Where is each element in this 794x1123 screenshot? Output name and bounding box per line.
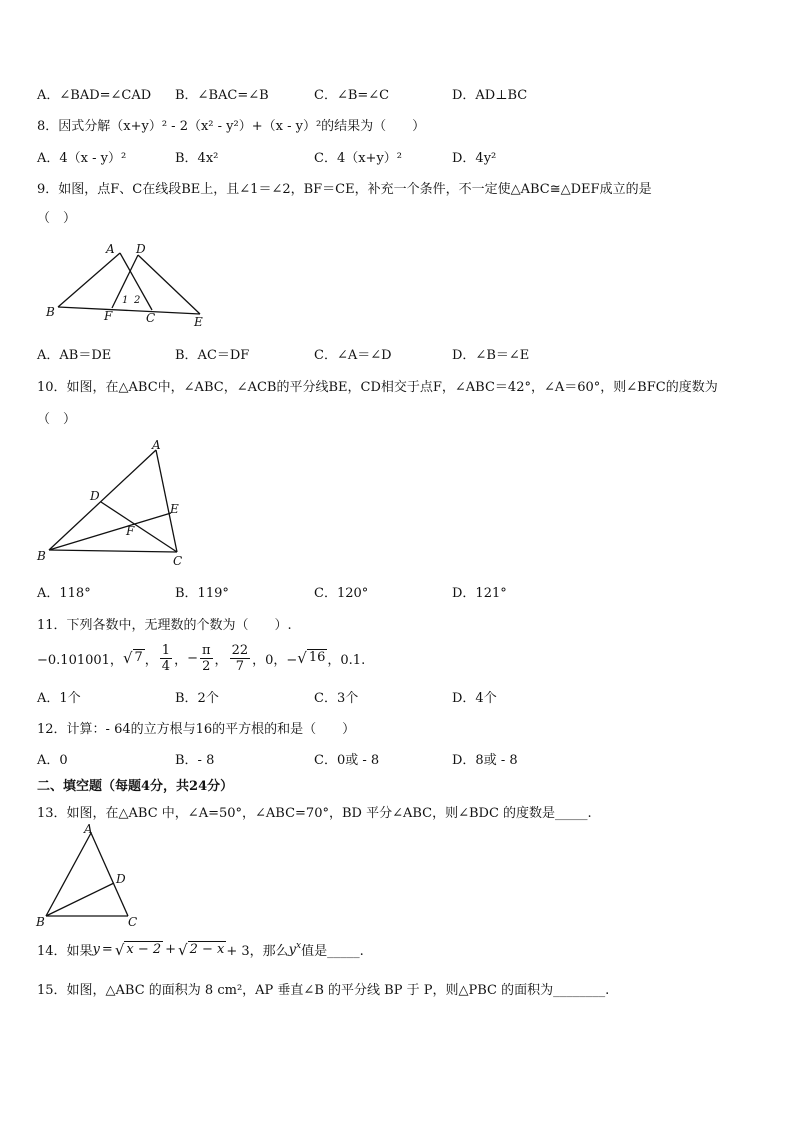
q11-option-d: D．4个 [452,691,497,706]
q14-stem [37,940,364,959]
q11-option-b: B．2个 [175,691,219,706]
q10-option-d: D．121° [452,586,507,601]
q8-option-c: C．4（x+y）² [314,151,402,166]
q11-sqrt16-radicand: 16 [308,650,326,665]
q8-option-d: D．4y² [452,151,497,166]
q8-option-b: B．4x² [175,151,219,166]
q11-sep-3: ， [214,652,228,668]
q11-sqrt7-radicand: 7 [134,650,143,665]
q11-sqrt16: √ 16 [297,649,326,667]
q10-line-cd [101,502,177,552]
q7-option-a: A．∠BAD=∠CAD [37,88,152,103]
q9-option-d: D．∠B＝∠E [452,348,530,363]
q13-label-a: A [84,823,93,836]
q11-stem: 11．下列各数中，无理数的个数为（ ）. [37,618,292,633]
q11-frac2-num: π [202,642,211,658]
q13-stem: 13．如图，在△ABC 中，∠A=50°，∠ABC=70°，BD 平分∠ABC，则∠BDC 的度数是_____. [37,806,592,821]
q14-radicand-1: x − 2 [126,941,162,957]
q12-option-a: A．0 [37,753,68,768]
q11-num-1: −0.101001， [37,652,123,668]
q11-fraction-pi-2 [200,643,213,674]
q11-frac1-num: 1 [161,642,171,658]
q11-frac2-den: 2 [202,658,211,674]
q9-stem: 9．如图，点F、C在线段BE上，且∠1＝∠2，BF＝CE，补充一个条件，不一定使△ABC≅△DEF成立的是 [37,182,652,197]
q14-power-exp: x [296,941,302,952]
q12-option-b: B．- 8 [175,753,215,768]
q10-label-d: D [90,489,100,503]
q13-label-d: D [116,872,126,886]
q9-label-angle2: 2 [134,295,141,306]
q14-power [289,941,301,957]
q8-stem: 8．因式分解（x+y）² - 2（x² - y²）+（x - y）²的结果为（ ） [37,119,426,134]
q9-line-ba [58,253,120,307]
q9-option-b: B．AC＝DF [175,348,250,363]
q14-equals: = [101,942,113,957]
q11-option-c: C．3个 [314,691,359,706]
q9-label-a: A [106,242,115,256]
q11-sep-2: ， [174,652,188,668]
q10-label-f: F [126,524,135,538]
q9-option-a: A．AB＝DE [37,348,112,363]
q11-option-a: A．1个 [37,691,81,706]
q7-option-c: C．∠B=∠C [314,88,390,103]
q14-sqrt-2: √ 2 − x [178,940,225,959]
q9-label-c: C [146,311,156,325]
q8-option-a: A．4（x - y）² [37,151,127,166]
q11-rest-1: ，0，− [252,652,298,668]
q13-label-b: B [36,915,45,929]
q11-fraction-1-4 [160,643,172,674]
q11-frac3-den: 7 [235,658,244,674]
q10-label-b: B [37,549,46,563]
q9-stem-paren: （ ） [37,211,77,226]
q12-option-d: D．8或 - 8 [452,753,518,768]
q10-figure [34,435,194,570]
q11-fraction-22-7 [230,643,251,674]
q13-line-bd [46,883,114,916]
q14-suffix: 值是_____. [301,944,364,959]
q14-radicand-2: 2 − x [189,941,225,957]
q14-var-y: y [92,942,100,957]
q11-rest-2: ，0.1. [327,652,366,668]
q10-label-e: E [170,502,179,516]
q11-sep-1: ， [144,652,158,668]
q10-option-b: B．119° [175,586,229,601]
q11-sqrt7: √ 7 [122,649,143,667]
q14-plus: + [165,942,177,957]
q9-label-e: E [194,315,203,329]
q13-line-ba [46,833,91,916]
q12-stem: 12．计算：- 64的立方根与16的平方根的和是（ ） [37,722,356,737]
q10-line-be [49,513,171,550]
q9-label-f: F [104,309,113,323]
q9-line-be [58,307,200,314]
q11-frac1-den: 4 [161,658,171,674]
q11-number-list [37,640,365,676]
q14-tail: + 3，那么 [226,944,289,959]
section-heading: 二、填空题（每题4分，共24分） [37,779,234,794]
q7-option-d: D．AD⊥BC [452,88,528,103]
q9-figure [40,240,220,330]
q11-neg-sign: − [187,650,198,666]
q14-sqrt-1: √ x − 2 [114,940,162,959]
q14-prefix: 14．如果 [37,944,93,959]
q9-label-angle1: 1 [122,295,129,306]
q14-power-base: y [288,942,297,958]
q9-label-d: D [136,242,146,256]
q13-figure [34,823,144,931]
q10-stem: 10．如图，在△ABC中，∠ABC，∠ACB的平分线BE，CD相交于点F，∠ABC＝42°，∠A＝60°，则∠BFC的度数为 [37,380,718,395]
q7-option-b: B．∠BAC=∠B [175,88,269,103]
q10-line-ba [49,450,156,550]
q11-frac3-num: 22 [231,642,249,658]
q15-stem: 15．如图，△ABC 的面积为 8 cm²，AP 垂直∠B 的平分线 BP 于 P，则△PBC 的面积为________. [37,983,610,998]
q10-option-a: A．118° [37,586,91,601]
q10-label-a: A [152,438,161,452]
q10-line-bc [49,550,177,552]
q9-label-b: B [46,305,55,319]
q10-option-c: C．120° [314,586,369,601]
q10-line-ac [156,450,177,552]
q10-stem-paren: （ ） [37,412,77,427]
q10-label-c: C [173,554,183,568]
q13-label-c: C [128,915,138,929]
q9-line-de [138,255,200,314]
q12-option-c: C．0或 - 8 [314,753,380,768]
q9-option-c: C．∠A＝∠D [314,348,392,363]
